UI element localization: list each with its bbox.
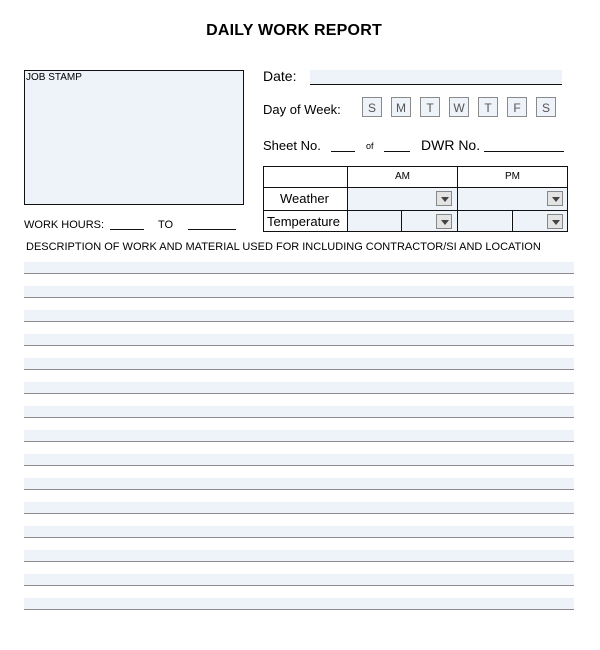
description-line[interactable]: [24, 526, 574, 538]
description-line[interactable]: [24, 286, 574, 298]
day-of-week-label: Day of Week:: [263, 102, 341, 117]
day-box-saturday[interactable]: S: [536, 97, 556, 117]
description-line[interactable]: [24, 382, 574, 394]
weather-pm-select[interactable]: [458, 188, 567, 210]
weather-row: [264, 188, 567, 211]
date-label: Date:: [263, 68, 297, 84]
job-stamp-box[interactable]: [24, 70, 244, 205]
sheet-number-label: Sheet No.: [263, 138, 321, 153]
day-box-tuesday[interactable]: T: [420, 97, 440, 117]
description-line[interactable]: [24, 310, 574, 322]
description-line[interactable]: [24, 550, 574, 562]
description-line[interactable]: [24, 358, 574, 370]
sheet-of-label: of: [366, 141, 374, 151]
date-field[interactable]: [310, 70, 562, 85]
temperature-am-select[interactable]: [402, 211, 457, 231]
day-box-thursday[interactable]: T: [478, 97, 498, 117]
description-line[interactable]: [24, 262, 574, 274]
weather-label: Weather: [280, 191, 329, 206]
dwr-number-field[interactable]: [484, 151, 564, 152]
description-line[interactable]: [24, 598, 574, 610]
description-line[interactable]: [24, 334, 574, 346]
dwr-number-label: DWR No.: [421, 137, 481, 153]
day-of-week-selector: [362, 97, 565, 117]
description-line[interactable]: [24, 430, 574, 442]
conditions-header-row: [264, 167, 567, 188]
description-line[interactable]: [24, 454, 574, 466]
day-box-sunday[interactable]: S: [362, 97, 382, 117]
work-hours-end-field[interactable]: [188, 229, 236, 230]
conditions-table: [263, 166, 568, 232]
pm-header: PM: [505, 171, 520, 182]
work-hours-to-label: TO: [158, 219, 174, 231]
chevron-down-icon[interactable]: [436, 191, 452, 206]
day-box-friday[interactable]: F: [507, 97, 527, 117]
description-line[interactable]: [24, 478, 574, 490]
temperature-pm-select[interactable]: [513, 211, 567, 231]
temperature-am-value[interactable]: [348, 211, 401, 231]
chevron-down-icon[interactable]: [547, 214, 563, 229]
chevron-down-icon[interactable]: [547, 191, 563, 206]
weather-am-select[interactable]: [348, 188, 457, 210]
description-line[interactable]: [24, 406, 574, 418]
description-line[interactable]: [24, 574, 574, 586]
temperature-row: [264, 211, 567, 231]
am-header: AM: [395, 171, 410, 182]
description-line[interactable]: [24, 502, 574, 514]
temperature-label: Temperature: [267, 214, 340, 229]
sheet-number-field[interactable]: [331, 151, 355, 152]
work-hours-start-field[interactable]: [110, 229, 144, 230]
temperature-pm-value[interactable]: [458, 211, 511, 231]
work-hours-label: WORK HOURS:: [24, 219, 105, 231]
description-label: DESCRIPTION OF WORK AND MATERIAL USED FOR INCLUDING CONTRACTOR/SI AND LOCATION: [26, 241, 541, 253]
job-stamp-label: JOB STAMP: [26, 72, 82, 83]
day-box-wednesday[interactable]: W: [449, 97, 469, 117]
chevron-down-icon[interactable]: [436, 214, 452, 229]
sheet-total-field[interactable]: [384, 151, 410, 152]
page-title: DAILY WORK REPORT: [206, 22, 382, 39]
day-box-monday[interactable]: M: [391, 97, 411, 117]
